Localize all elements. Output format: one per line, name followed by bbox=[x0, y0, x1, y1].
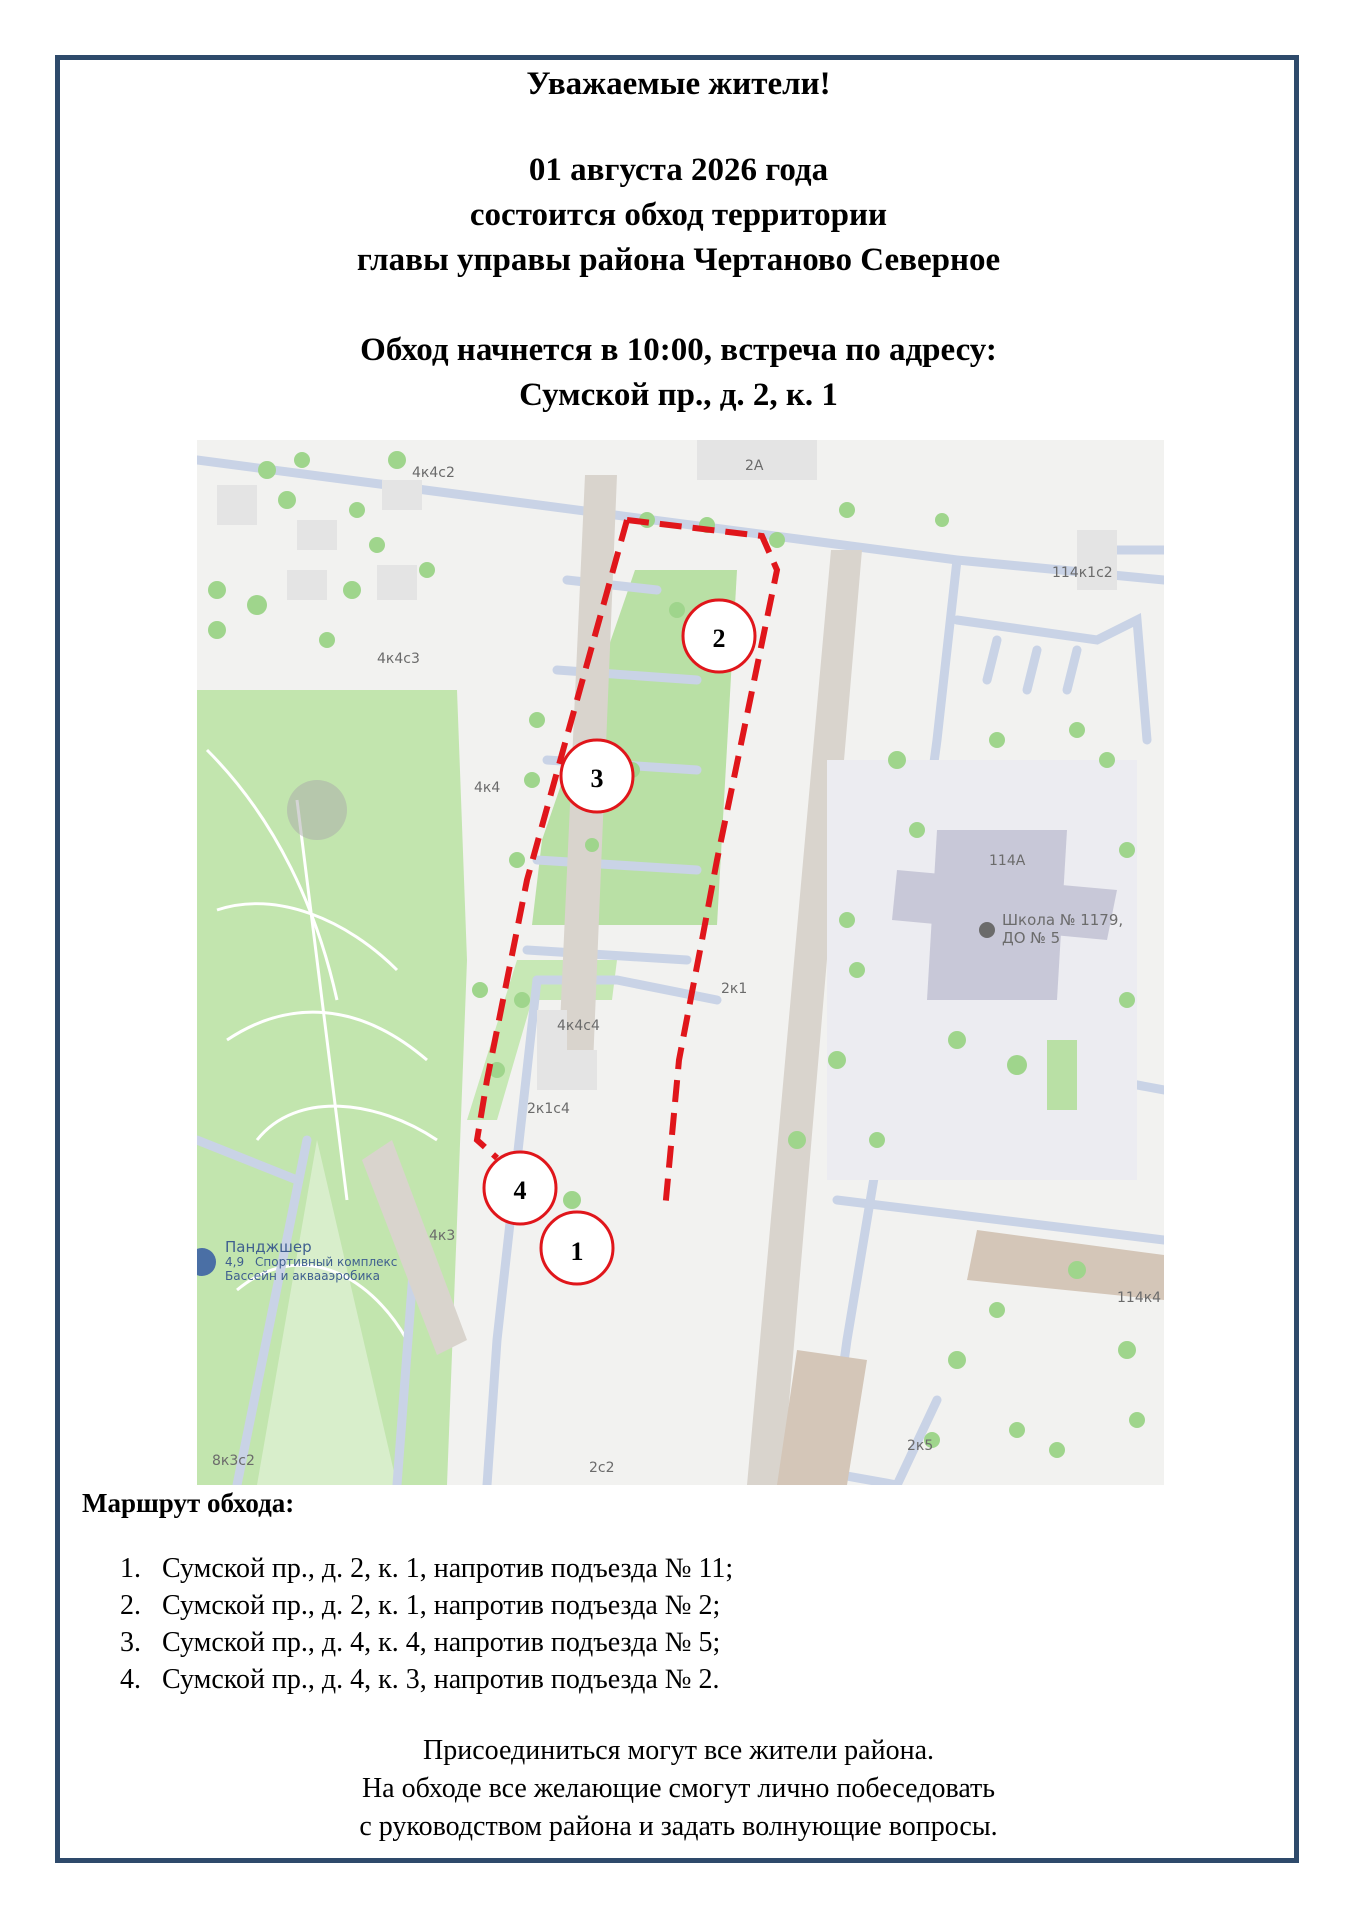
start-line: Обход начнется в 10:00, встреча по адресу: bbox=[360, 332, 997, 368]
school-icon bbox=[979, 922, 995, 938]
map-label: 4к4с4 bbox=[557, 1018, 600, 1034]
map-label: 4к4 bbox=[474, 780, 501, 796]
map-label: 114к4 bbox=[1117, 1290, 1162, 1306]
map-label: 114А bbox=[989, 853, 1026, 869]
svg-text:3: 3 bbox=[590, 764, 604, 793]
closing-line-2: На обходе все желающие смогут лично побеседовать bbox=[361, 1773, 996, 1804]
route-map bbox=[197, 440, 1164, 1485]
svg-text:4: 4 bbox=[513, 1176, 527, 1205]
greeting: Уважаемые жители! bbox=[526, 66, 831, 102]
closing-line-1: Присоединиться могут все жители района. bbox=[422, 1735, 934, 1766]
route-list bbox=[120, 1550, 733, 1698]
map-label: 4к3 bbox=[429, 1228, 456, 1244]
poi-rating: 4,9 bbox=[225, 1255, 245, 1269]
list-item: 2. Сумской пр., д. 2, к. 1, напротив подъезда № 2; bbox=[120, 1590, 721, 1621]
map-label: 8к3с2 bbox=[212, 1453, 255, 1469]
school-field bbox=[1047, 1040, 1077, 1110]
poi-desc: Бассейн и аквааэробика bbox=[225, 1269, 380, 1283]
svg-text:2: 2 bbox=[712, 624, 726, 653]
svg-text:1: 1 bbox=[570, 1237, 584, 1266]
map-label: ДО № 5 bbox=[1002, 929, 1061, 947]
map-label: 2к5 bbox=[907, 1438, 934, 1454]
route-marker-2 bbox=[683, 600, 755, 672]
map-label: 4к4с3 bbox=[377, 651, 420, 667]
route-marker-4 bbox=[484, 1152, 556, 1224]
park-pond bbox=[287, 780, 347, 840]
map-label: 114к1с2 bbox=[1052, 565, 1113, 581]
map-label: 2к1 bbox=[721, 981, 748, 997]
map-label: 2к1с4 bbox=[527, 1101, 570, 1117]
event-line-1: состоится обход территории bbox=[469, 197, 888, 233]
poi-desc: Спортивный комплекс bbox=[255, 1255, 398, 1269]
closing-line-3: с руководством района и задать волнующие вопросы. bbox=[359, 1811, 998, 1842]
date-line: 01 августа 2026 года bbox=[528, 152, 829, 188]
map-label: 2с2 bbox=[589, 1460, 615, 1476]
list-item: 3. Сумской пр., д. 4, к. 4, напротив подъезда № 5; bbox=[120, 1627, 721, 1658]
poi-name: Панджшер bbox=[225, 1238, 312, 1256]
route-marker-3 bbox=[561, 740, 633, 812]
map-label: 2А bbox=[745, 458, 764, 474]
address-line: Сумской пр., д. 2, к. 1 bbox=[519, 377, 838, 413]
list-item: 4. Сумской пр., д. 4, к. 3, напротив подъезда № 2. bbox=[120, 1664, 720, 1695]
list-item: 1. Сумской пр., д. 2, к. 1, напротив подъезда № 11; bbox=[120, 1553, 734, 1584]
route-marker-1 bbox=[541, 1212, 613, 1284]
route-title: Маршрут обхода: bbox=[82, 1488, 295, 1518]
closing-text bbox=[0, 1732, 1357, 1846]
map-label: 4к4с2 bbox=[412, 465, 455, 481]
event-line-2: главы управы района Чертаново Северное bbox=[356, 242, 1001, 278]
map-label: Школа № 1179, bbox=[1002, 911, 1124, 929]
